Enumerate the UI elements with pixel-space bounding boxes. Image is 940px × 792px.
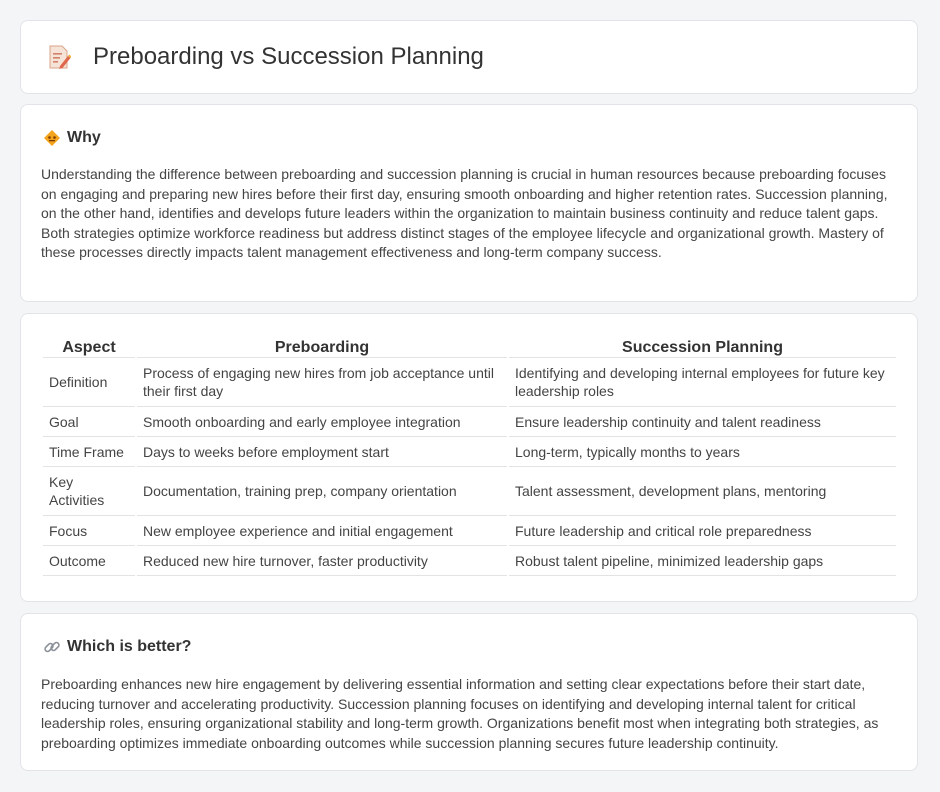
header-preboarding: Preboarding (137, 336, 507, 358)
table-cell: New employee experience and initial engagement (137, 516, 507, 546)
table-cell: Talent assessment, development plans, mentoring (509, 467, 896, 516)
table-cell: Smooth onboarding and early employee integration (137, 407, 507, 437)
which-better-title: Which is better? (67, 638, 192, 655)
table-cell: Long-term, typically months to years (509, 437, 896, 467)
why-title: Why (67, 129, 101, 146)
comparison-table (41, 336, 898, 576)
table-cell: Documentation, training prep, company orientation (137, 467, 507, 516)
header-card (20, 20, 918, 94)
table-cell: Goal (43, 407, 135, 437)
header-aspect: Aspect (43, 336, 135, 358)
table-cell: Definition (43, 358, 135, 407)
table-header-row (43, 336, 896, 358)
table-cell: Identifying and developing internal employees for future key leadership roles (509, 358, 896, 407)
table-cell: Key Activities (43, 467, 135, 516)
table-cell: Ensure leadership continuity and talent readiness (509, 407, 896, 437)
table-row (43, 407, 896, 437)
table-cell: Outcome (43, 546, 135, 576)
table-cell: Robust talent pipeline, minimized leadership gaps (509, 546, 896, 576)
which-better-text: Preboarding enhances new hire engagement by delivering essential information and setting clear expectations before their start date, reducing turnover and accelerating productivity. Succession planning focuses on identifying and developing internal talent for critical leadership roles, ensuring organizational stability and long-term growth. Organizations benefit most when integrating both strategies, as preboarding optimizes immediate onboarding outcomes while succession planning secures future leadership continuity. (41, 676, 879, 751)
table-cell: Days to weeks before employment start (137, 437, 507, 467)
header-succession: Succession Planning (509, 336, 896, 358)
table-cell: Reduced new hire turnover, faster productivity (137, 546, 507, 576)
why-text: Understanding the difference between preboarding and succession planning is crucial in human resources because preboarding focuses on engaging and preparing new hires before their first day, ensuring smooth onboarding and higher retention rates. Succession planning, on the other hand, identifies and develops future leaders within the organization to maintain business continuity and reduce talent gaps. Both strategies optimize workforce readiness but address distinct stages of the employee lifecycle and organizational growth. Mastery of these processes directly impacts talent management effectiveness and long-term company success. (41, 166, 888, 260)
table-cell: Process of engaging new hires from job acceptance until their first day (137, 358, 507, 407)
comparison-section (20, 313, 918, 602)
table-row (43, 467, 896, 516)
table-row (43, 516, 896, 546)
table-cell: Time Frame (43, 437, 135, 467)
table-row (43, 546, 896, 576)
table-cell: Focus (43, 516, 135, 546)
link-icon (43, 638, 61, 656)
why-section (20, 104, 918, 302)
diamond-warning-icon (43, 129, 61, 147)
table-row (43, 437, 896, 467)
document-pencil-icon (47, 44, 71, 70)
page-title: Preboarding vs Succession Planning (93, 43, 484, 70)
table-row (43, 358, 896, 407)
table-cell: Future leadership and critical role preparedness (509, 516, 896, 546)
which-better-section (20, 613, 918, 771)
